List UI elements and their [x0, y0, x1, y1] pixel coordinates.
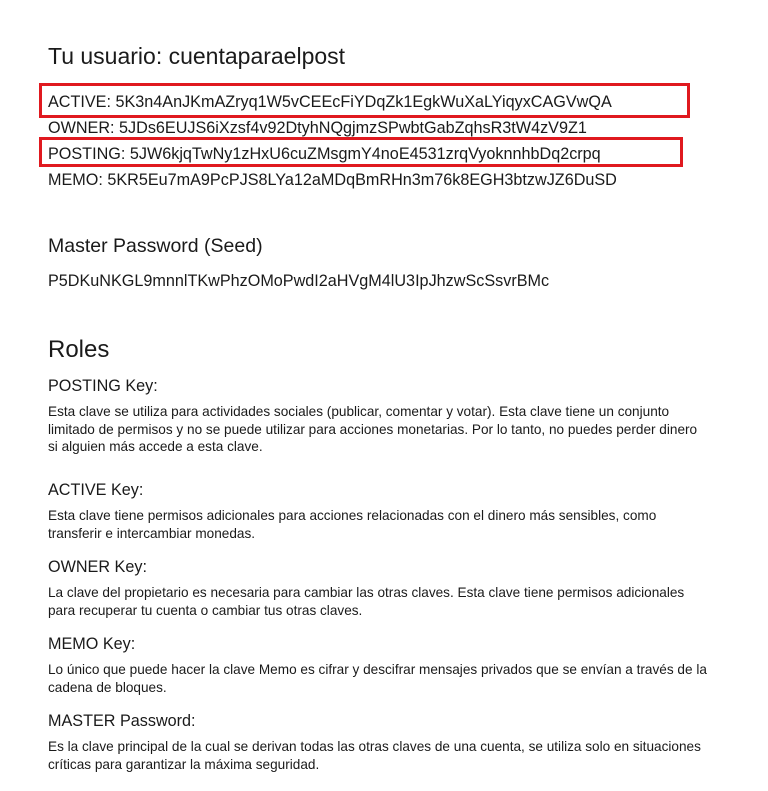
- active-key-line: ACTIVE: 5K3n4AnJKmAZryq1W5vCEEcFiYDqZk1EgkWuXaLYiqyxCAGVwQA: [48, 93, 612, 111]
- role-description-posting: Esta clave se utiliza para actividades sociales (publicar, comentar y votar). Esta clave tiene un conjunto limitado de permisos y no se puede utilizar para acciones monetarias. Por lo tanto, no puedes perder dinero si alguien más accede a esta clave.: [48, 404, 698, 454]
- master-password-heading: Master Password (Seed): [48, 235, 263, 257]
- role-description-master: Es la clave principal de la cual se derivan todas las otras claves de una cuenta, se utiliza solo en situaciones críticas para garantizar la máxima seguridad.: [48, 739, 701, 772]
- role-description-active: Esta clave tiene permisos adicionales para acciones relacionadas con el dinero más sensibles, como transferir e intercambiar monedas.: [48, 508, 657, 541]
- role-description-memo: Lo único que puede hacer la clave Memo es cifrar y descifrar mensajes privados que se envían a través de la cadena de bloques.: [48, 662, 707, 695]
- role-title-owner: OWNER Key:: [48, 558, 147, 576]
- master-password-seed: P5DKuNKGL9mnnlTKwPhzOMoPwdI2aHVgM4lU3IpJhzwScSsvrBMc: [48, 272, 550, 290]
- role-title-active: ACTIVE Key:: [48, 481, 144, 499]
- role-title-master: MASTER Password:: [48, 712, 196, 730]
- owner-key-line: OWNER: 5JDs6EUJS6iXzsf4v92DtyhNQgjmzSPwbtGabZqhsR3tW4zV9Z1: [48, 119, 587, 137]
- role-title-posting: POSTING Key:: [48, 377, 158, 395]
- role-description-owner: La clave del propietario es necesaria para cambiar las otras claves. Esta clave tiene permisos adicionales para recuperar tu cuenta o cambiar tus otras claves.: [48, 585, 685, 618]
- account-title: Tu usuario: cuentaparaelpost: [48, 43, 346, 69]
- role-title-memo: MEMO Key:: [48, 635, 136, 653]
- roles-heading: Roles: [48, 336, 110, 363]
- posting-key-line: POSTING: 5JW6kjqTwNy1zHxU6cuZMsgmY4noE4531zrqVyoknnhbDq2crpq: [48, 145, 601, 163]
- memo-key-line: MEMO: 5KR5Eu7mA9PcPJS8LYa12aMDqBmRHn3m76k8EGH3btzwJZ6DuSD: [48, 171, 617, 189]
